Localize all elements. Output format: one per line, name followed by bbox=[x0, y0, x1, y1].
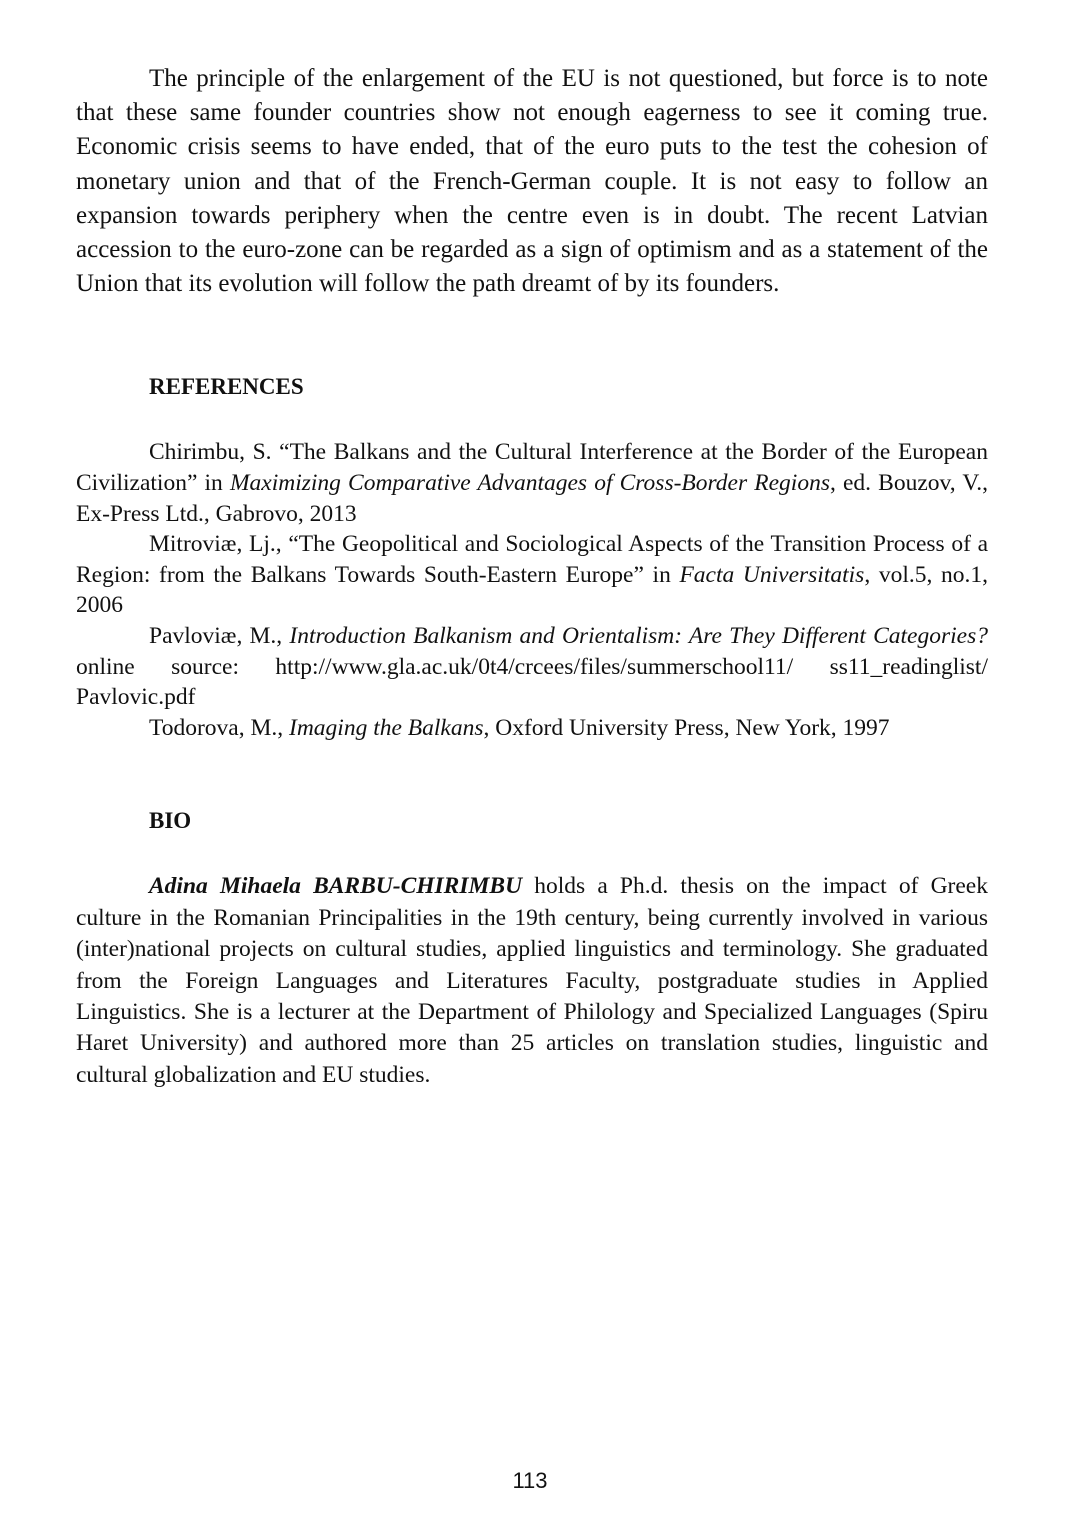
references-heading: REFERENCES bbox=[149, 374, 304, 400]
bio-text: holds a Ph.d. thesis on the impact of Greek culture in the Romanian Principalities in the 19th century, being currently involved in various (inter)national projects on cultural studies, applied linguistics and terminology. She graduated from the Foreign Languages and Literatures Faculty, postgraduate studies in Applied Linguistics. She is a lecturer at the Department of Philology and Specialized Languages (Spiru Haret University) and authored more than 25 articles on translation studies, linguistic and cultural globalization and EU studies. bbox=[76, 873, 988, 1088]
reference-item: Mitroviæ, Lj., “The Geopolitical and Sociological Aspects of the Transition Process of a Region: from the Balkans Towards South-Eastern Europe” in Facta Universitatis, vol.5, no.1, 2006 bbox=[76, 531, 988, 619]
page-content bbox=[76, 62, 988, 1091]
page-number: 113 bbox=[512, 1468, 548, 1493]
intro-paragraph: The principle of the enlargement of the EU is not questioned, but force is to note that these same founder countries show not enough eagerness to see it coming true. Economic crisis seems to have ended, that of the euro puts to the test the cohesion of monetary union and that of the French-German couple. It is not easy to follow an expansion towards periphery when the centre even is in doubt. The recent Latvian accession to the euro-zone can be regarded as a sign of optimism and as a statement of the Union that its evolution will follow the path dreamt of by its founders. bbox=[76, 65, 988, 298]
author-name: Adina Mihaela BARBU-CHIRIMBU bbox=[149, 873, 523, 900]
reference-item: Pavloviæ, M., Introduction Balkanism and Orientalism: Are They Different Categories? online source: http://www.gla.ac.uk/0t4/crcees/files/summerschool11/ ss11_readinglist/ Pavlovic.pdf bbox=[76, 622, 988, 711]
reference-item: Chirimbu, S. “The Balkans and the Cultural Interference at the Border of the European Civilization” in Maximizing Comparative Advantages of Cross-Border Regions, ed. Bouzov, V., Ex-Press Ltd., Gabrovo, 2013 bbox=[76, 439, 989, 527]
bio-heading: BIO bbox=[149, 808, 192, 834]
reference-list bbox=[76, 437, 988, 743]
reference-item: Todorova, M., Imaging the Balkans, Oxford University Press, New York, 1997 bbox=[149, 714, 890, 741]
bio-paragraph bbox=[76, 871, 988, 1091]
